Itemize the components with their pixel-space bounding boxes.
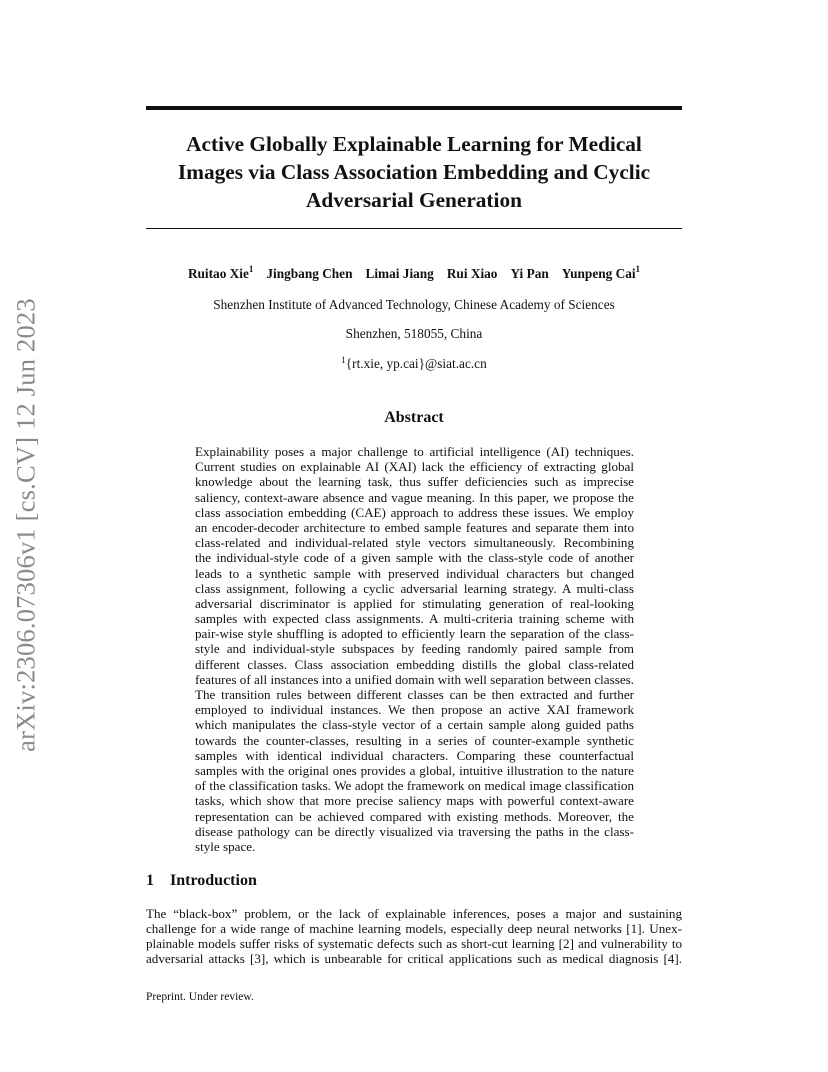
author-name: Ruitao Xie [187,266,249,281]
introduction-paragraph [146,906,682,966]
author-affiliation-mark: 1 [248,264,254,274]
title-line: Active Globally Explainable Learning for Medical [186,132,642,156]
author-name: Yunpeng Cai [561,266,636,281]
arxiv-identifier: arXiv:2306.07306v1 [cs.CV] 12 Jun 2023 [10,298,41,752]
section-number: 1 [146,872,154,889]
author [510,265,548,283]
author-name: Yi Pan [510,266,549,281]
author [365,265,433,283]
title-line: Adversarial Generation [306,188,522,212]
intro-line: challenge for a wide range of machine learning models, especially deep neural networks [1]. Unex- [146,921,682,936]
author-affiliation-mark: 1 [635,264,641,274]
abstract-line: the individual-style code of a given sample with the class-style code of another [195,550,634,566]
abstract-line: class association embedding (CAE) approach to address these issues. We employ [195,504,634,520]
abstract-line: disease pathology can be directly visualized via traversing the paths in the class- [195,823,634,839]
abstract-line: which manipulates the class-style vector of a certain sample along guided paths [195,717,634,733]
abstract-line: an encoder-decoder architecture to embed sample features and separate them into [195,519,634,535]
abstract-line: Explainability poses a major challenge to artificial intelligence (AI) techniques. [195,444,634,459]
abstract-heading: Abstract [384,409,444,426]
email-address: {rt.xie, yp.cai}@siat.ac.cn [345,356,487,371]
author-name: Jingbang Chen [266,266,353,281]
abstract-line: class-related and individual-related style vectors simultaneously. Recombining [195,535,634,551]
abstract-line: employed to individual instances. We then propose an active XAI framework [195,702,634,718]
author [562,265,640,283]
abstract-line: samples with expected class assignments. A multi-criteria training scheme with [195,611,634,627]
intro-line: plainable models suffer risks of systematic defects such as short-cut learning [2] and vulnerability to [146,936,682,951]
abstract-line: style space. [195,838,256,854]
abstract-line: knowledge about the learning task, thus suffer deficiencies such as imprecise [195,474,634,490]
author [447,265,498,283]
email-affiliation-mark: 1 [341,355,346,365]
abstract-body [195,444,634,854]
intro-line: adversarial attacks [3], which is unbearable for critical applications such as medical diagnosis [4]. [146,951,682,966]
author [266,265,352,283]
paper-title [146,130,682,214]
author-name: Rui Xiao [446,266,498,281]
title-line: Images via Class Association Embedding and Cyclic [177,160,651,184]
abstract-line: features of all instances into a unified domain with well separation between classes. [195,671,634,687]
abstract-line: of the classification tasks. We adopt the framework on medical image classification [195,778,634,794]
section-title: Introduction [170,872,257,889]
author-name: Limai Jiang [365,266,434,281]
abstract-line: leads to a synthetic sample with preserved individual characters but changed [195,565,634,581]
preprint-footer: Preprint. Under review. [146,991,254,1003]
abstract-line: samples with the original ones provides a global, intuitive illustration to the nature [195,762,634,778]
abstract-line: representation can be achieved compared with existing methods. Moreover, the [195,808,634,824]
abstract-line: towards the counter-classes, resulting in a series of counter-example synthetic [195,732,634,748]
title-top-rule [146,106,682,110]
affiliation: Shenzhen Institute of Advanced Technology, Chinese Academy of Sciences [213,297,615,312]
abstract-line: style and individual-style subspaces by feeding randomly paired sample from [195,641,634,657]
abstract-line: saliency, context-aware absence and vague meaning. In this paper, we propose the [195,489,634,505]
abstract-line: The transition rules between different classes can be then extracted and further [195,687,634,702]
abstract-line: Current studies on explainable AI (XAI) lack the efficiency of extracting global [195,459,634,475]
author-list [146,265,682,283]
abstract-line: pair-wise style shuffling is adopted to efficiently learn the separation of the class- [195,626,634,642]
abstract-line: tasks, which show that more precise saliency maps with powerful context-aware [195,793,634,809]
email-line [146,355,682,373]
abstract-line: class assignment, following a cyclic adversarial learning strategy. A multi-class [195,580,634,596]
title-bottom-rule [146,228,682,229]
address: Shenzhen, 518055, China [345,326,483,341]
abstract-line: different classes. Class association embedding distills the global class-related [195,656,634,672]
intro-line: The “black-box” problem, or the lack of explainable inferences, poses a major and sustaining [146,906,682,921]
abstract-line: samples with identical individual characters. Comparing these counterfactual [195,747,634,763]
abstract-line: adversarial discriminator is applied for stimulating generation of real-looking [195,595,634,611]
section-heading-introduction [146,871,257,891]
author [188,265,253,283]
